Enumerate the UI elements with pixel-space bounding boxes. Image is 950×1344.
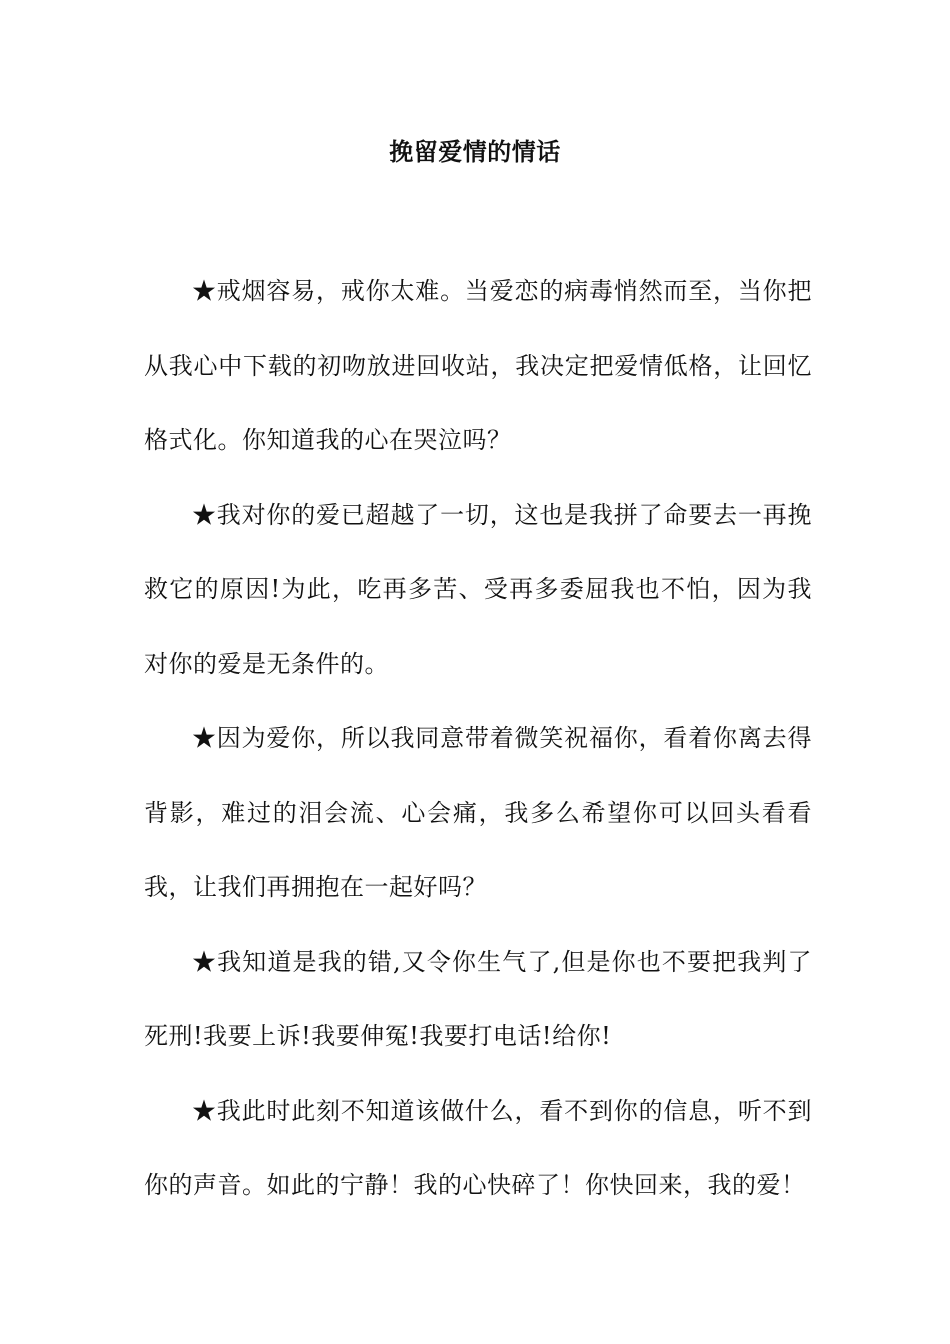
paragraph-2: ★我对你的爱已超越了一切，这也是我拼了命要去一再挽救它的原因!为此，吃再多苦、受再多委屈我也不怕，因为我对你的爱是无条件的。 <box>144 500 812 678</box>
paragraph-1: ★戒烟容易，戒你太难。当爱恋的病毒悄然而至，当你把从我心中下载的初吻放进回收站，我决定把爱情低格，让回忆格式化。你知道我的心在哭泣吗？ <box>144 277 812 454</box>
paragraph-5: ★我此时此刻不知道该做什么，看不到你的信息，听不到你的声音。如此的宁静！我的心快碎了！你快回来，我的爱！ <box>144 1096 812 1199</box>
paragraph-3: ★因为爱你，所以我同意带着微笑祝福你，看着你离去得背影，难过的泪会流、心会痛，我多么希望你可以回头看看我，让我们再拥抱在一起好吗？ <box>144 724 812 901</box>
document-title: 挽留爱情的情话 <box>389 137 561 166</box>
document-body <box>144 254 812 1223</box>
paragraph-4: ★我知道是我的错,又令你生气了,但是你也不要把我判了死刑!我要上诉!我要伸冤!我要打电话!给你! <box>144 947 812 1050</box>
